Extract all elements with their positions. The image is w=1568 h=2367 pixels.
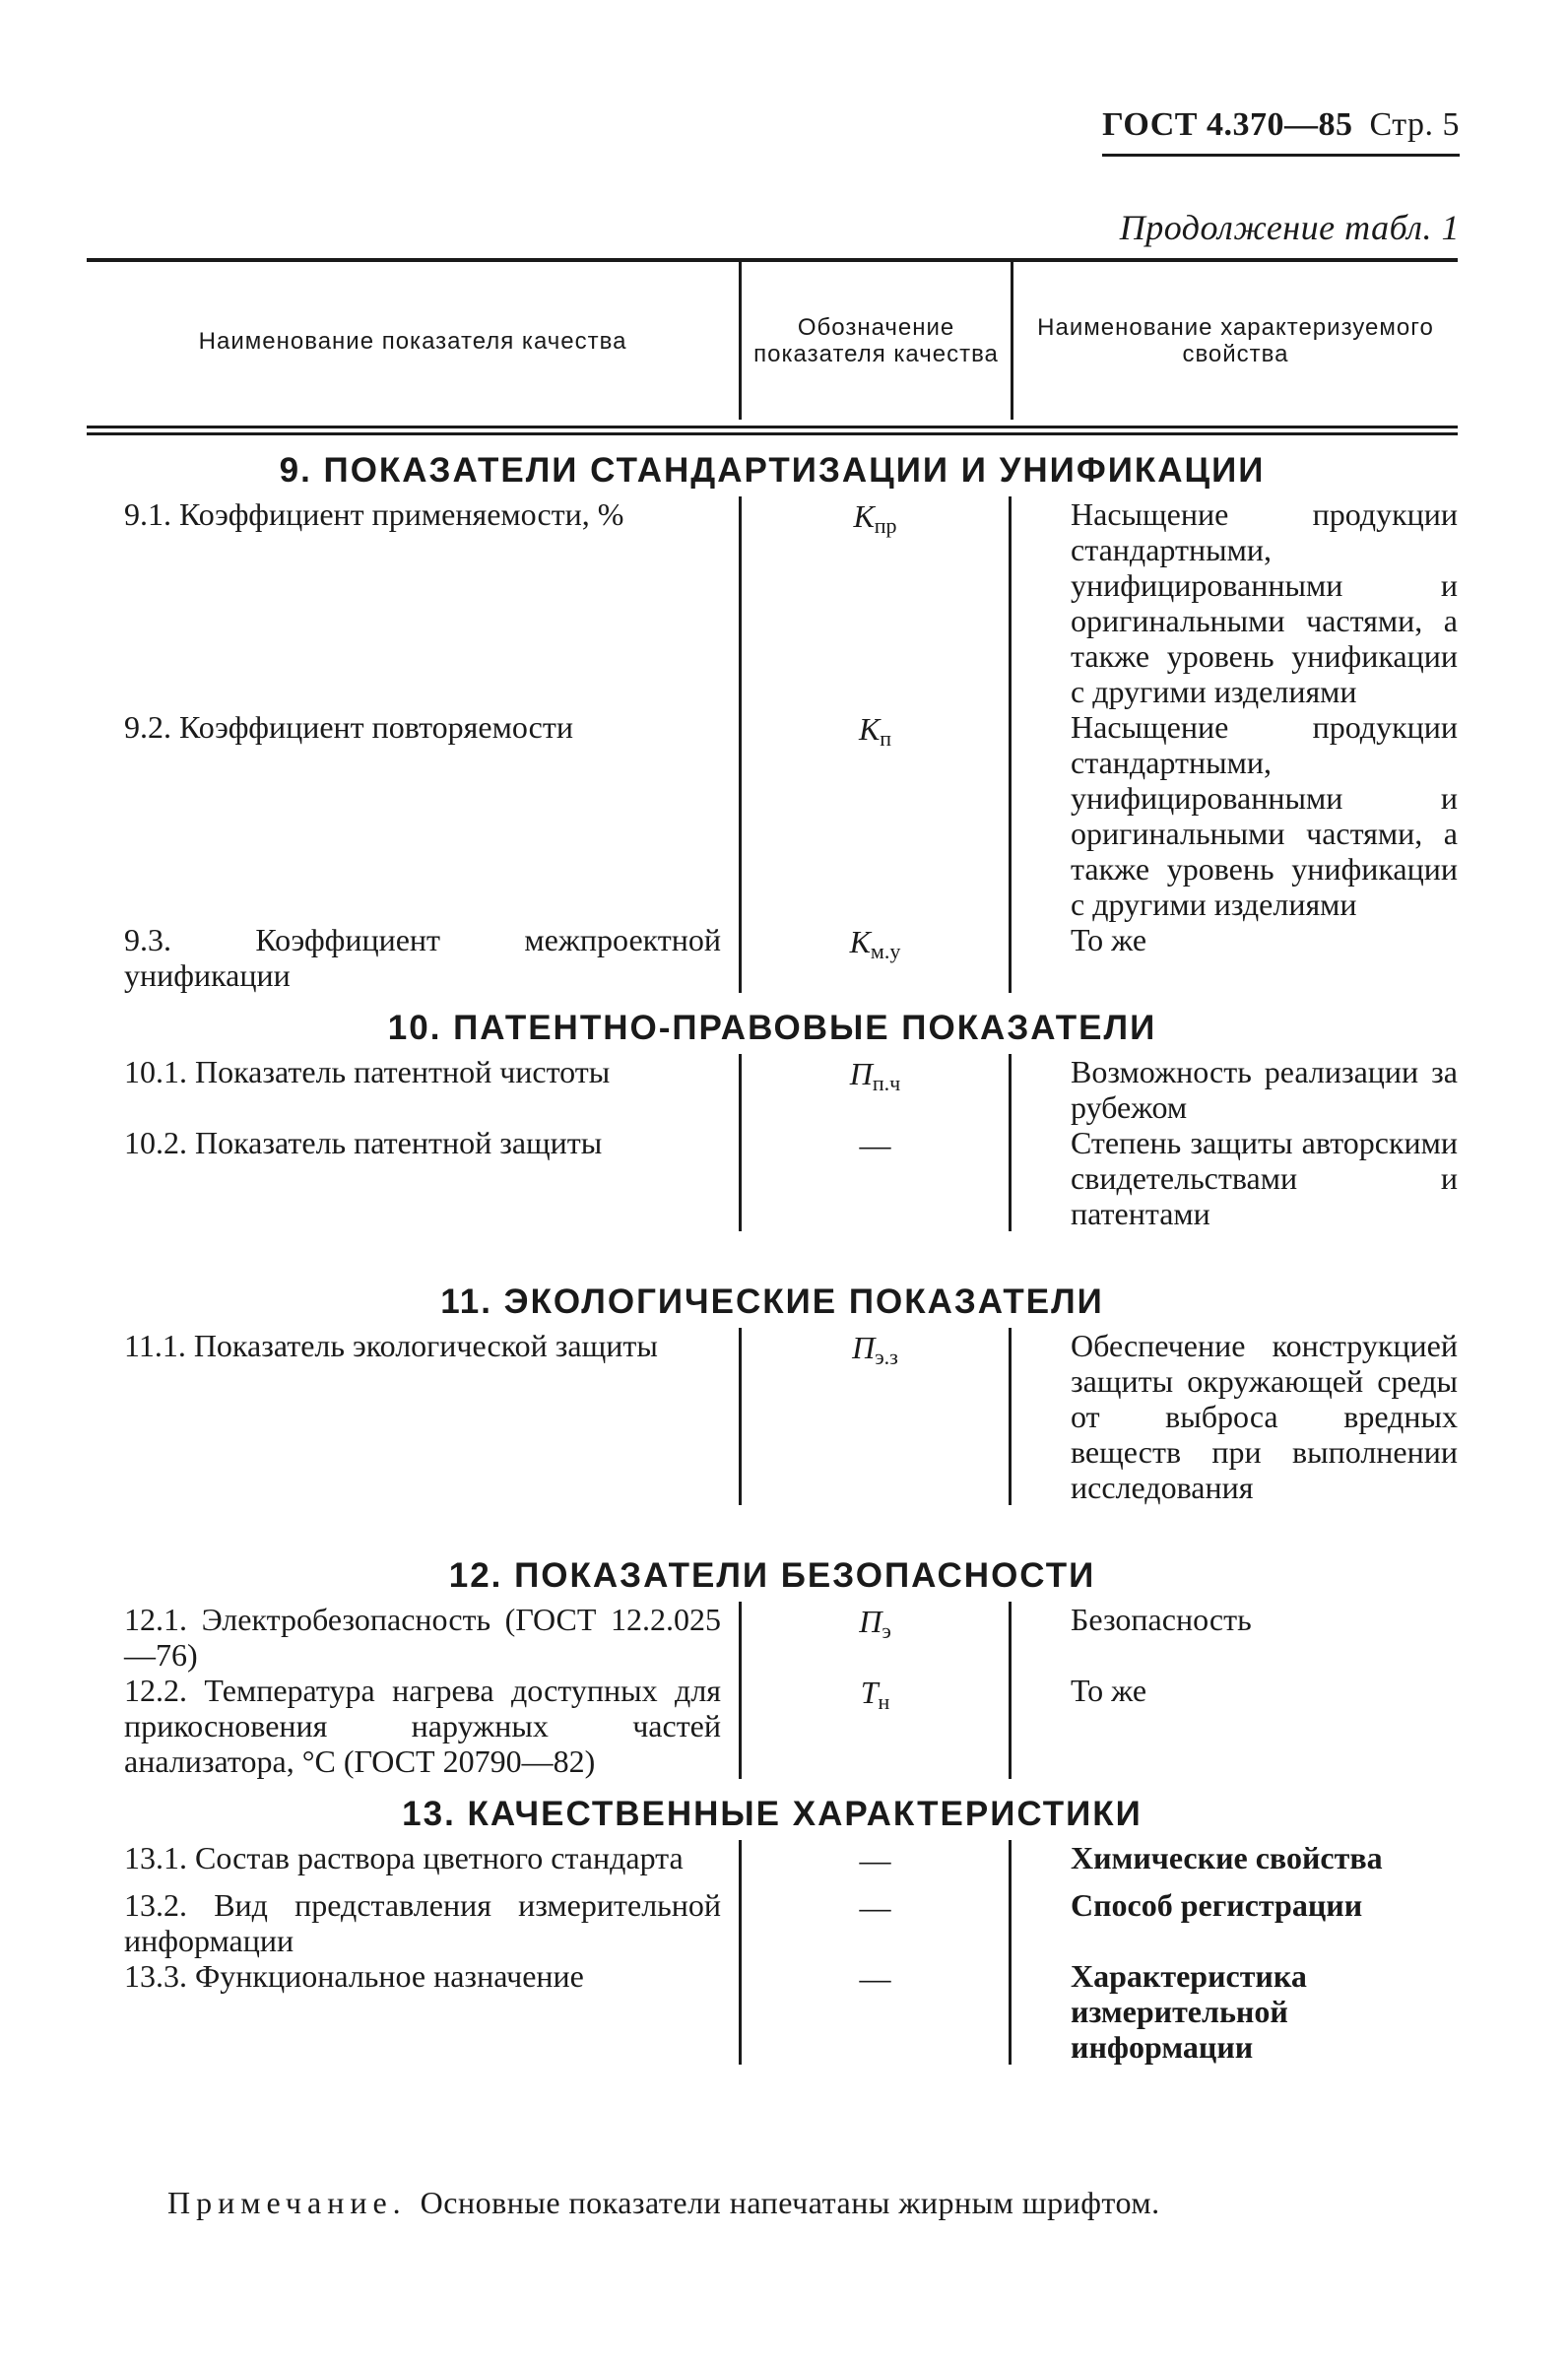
indicator-symbol: $П_э$ [742, 1602, 1012, 1673]
indicator-symbol: $К_п$ [742, 709, 1012, 922]
indicator-name: 9.2. Коэффициент повторяемости [87, 709, 742, 922]
indicator-name: 10.1. Показатель патентной чистоты [87, 1054, 742, 1125]
indicator-property: Степень защиты авторскими свидетельствами и патентами [1071, 1125, 1458, 1231]
indicator-symbol: — [742, 1958, 1012, 2065]
quality-indicators-table [87, 258, 1458, 2065]
column-header-property: Наименование характеризуемого свойства [1037, 314, 1434, 367]
section-title-13: 13. КАЧЕСТВЕННЫЕ ХАРАКТЕРИСТИКИ [402, 1795, 1143, 1833]
table-row [87, 1958, 1458, 2065]
table-row [87, 1328, 1458, 1541]
column-header-name: Наименование показателя качества [87, 262, 742, 420]
indicator-symbol: $П_{э.з}$ [742, 1328, 1012, 1505]
note-text: Основные показатели напечатаны жирным шрифтом. [420, 2185, 1160, 2220]
indicator-property: Насыщение продукции стандартными, унифицированными и оригинальными частями, а также уровень унификации с другими изделиями [1071, 496, 1458, 709]
table-row [87, 922, 1458, 993]
indicator-symbol: — [742, 1840, 1012, 1887]
page-number: Стр. 5 [1369, 106, 1460, 143]
table-row [87, 496, 1458, 709]
indicator-symbol: — [742, 1125, 1012, 1231]
section-title-12: 12. ПОКАЗАТЕЛИ БЕЗОПАСНОСТИ [448, 1556, 1096, 1595]
indicator-property: Возможность реализации за рубежом [1071, 1054, 1458, 1125]
indicator-property: Безопасность [1071, 1602, 1252, 1637]
indicator-symbol: — [742, 1887, 1012, 1958]
indicator-name: 12.1. Электробезопасность (ГОСТ 12.2.025—76) [87, 1602, 742, 1673]
indicator-name: 13.3. Функциональное назначение [87, 1958, 742, 2065]
table-row [87, 1054, 1458, 1125]
page-header [1102, 106, 1460, 157]
table-row [87, 1125, 1458, 1267]
table-row [87, 709, 1458, 922]
document-number: ГОСТ 4.370—85 [1102, 106, 1353, 143]
indicator-name: 13.2. Вид представления измерительной информации [87, 1887, 742, 1958]
indicator-symbol: $Т_н$ [742, 1673, 1012, 1779]
indicator-name: 13.1. Состав раствора цветного стандарта [87, 1840, 742, 1887]
indicator-symbol: $К_{пр}$ [742, 496, 1012, 709]
indicator-property: Химические свойства [1071, 1840, 1383, 1875]
table-continuation-label: Продолжение табл. 1 [1119, 208, 1460, 247]
table-header [87, 262, 1458, 420]
table-row [87, 1840, 1458, 1887]
table-row [87, 1887, 1458, 1958]
indicator-property: То же [1071, 1673, 1147, 1708]
indicator-name: 9.3. Коэффициент межпроектной унификации [87, 922, 742, 993]
indicator-symbol: $К_{м.у}$ [742, 922, 1012, 993]
section-title-9: 9. ПОКАЗАТЕЛИ СТАНДАРТИЗАЦИИ И УНИФИКАЦИИ [279, 451, 1266, 490]
indicator-property: Характеристика измерительной информации [1071, 1958, 1307, 2065]
indicator-property: Способ регистрации [1071, 1887, 1363, 1923]
indicator-name: 10.2. Показатель патентной защиты [87, 1125, 742, 1231]
table-note [167, 2185, 1160, 2221]
indicator-name: 11.1. Показатель экологической защиты [87, 1328, 742, 1505]
indicator-property: Обеспечение конструкцией защиты окружающей среды от выброса вредных веществ при выполнении исследования [1071, 1328, 1458, 1505]
table-row [87, 1602, 1458, 1673]
indicator-name: 9.1. Коэффициент применяемости, % [87, 496, 742, 709]
indicator-name: 12.2. Температура нагрева доступных для прикосновения наружных частей анализатора, °С (ГОСТ 20790—82) [87, 1673, 742, 1779]
section-title-10: 10. ПАТЕНТНО-ПРАВОВЫЕ ПОКАЗАТЕЛИ [387, 1009, 1157, 1047]
column-header-symbol: Обозначение показателя качества [742, 262, 1013, 420]
indicator-symbol: $П_{п.ч}$ [742, 1054, 1012, 1125]
header-rule-1 [87, 426, 1458, 428]
section-title-11: 11. ЭКОЛОГИЧЕСКИЕ ПОКАЗАТЕЛИ [440, 1282, 1104, 1321]
indicator-property: То же [1071, 922, 1147, 957]
indicator-property: Насыщение продукции стандартными, унифицированными и оригинальными частями, а также уровень унификации с другими изделиями [1071, 709, 1458, 922]
note-label: Примечание. [167, 2185, 407, 2220]
table-row [87, 1673, 1458, 1779]
